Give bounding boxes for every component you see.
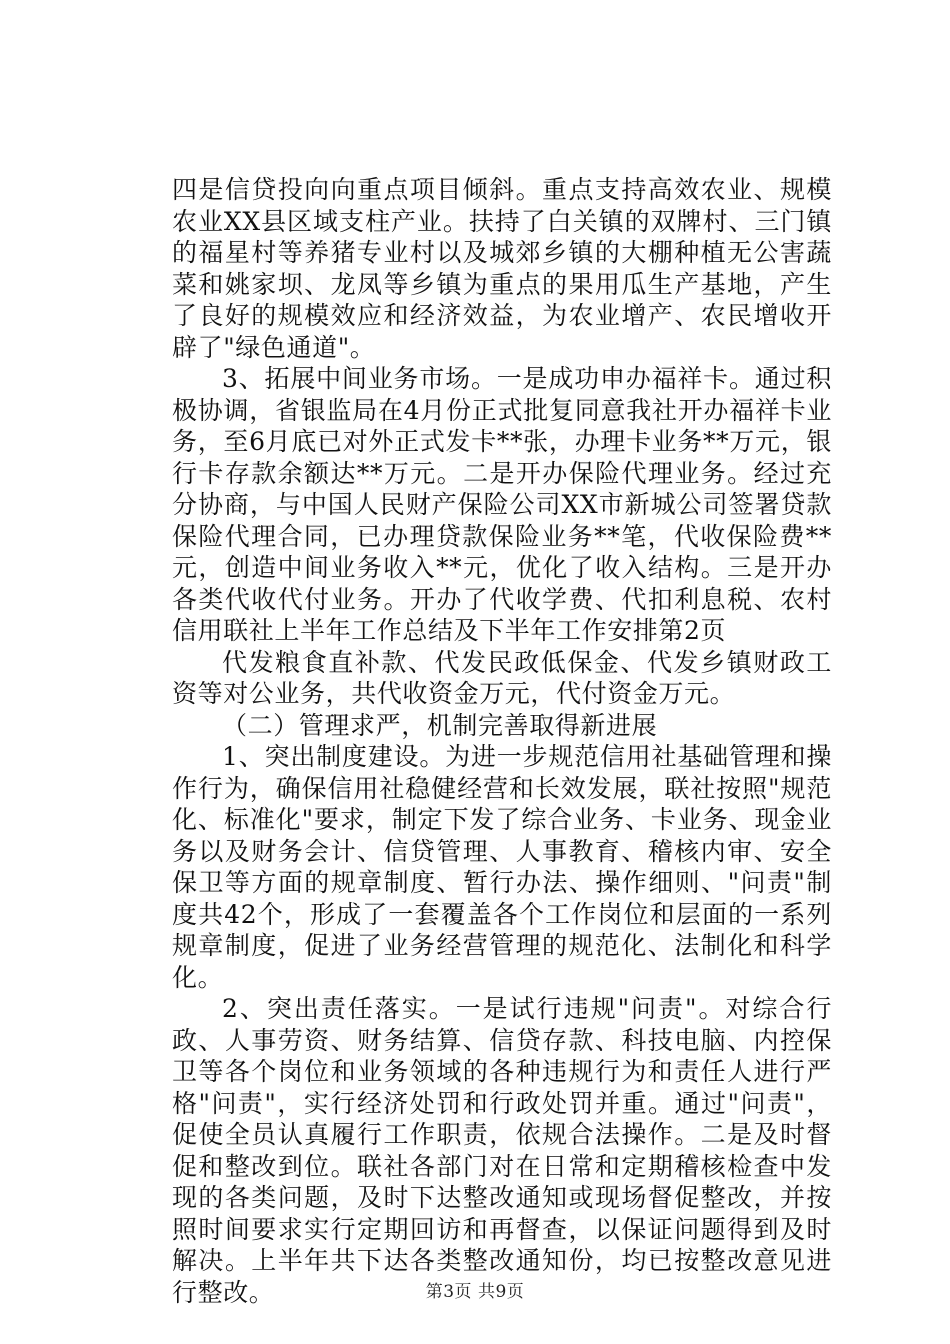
document-body — [172, 174, 832, 1308]
page-footer: 第3页 共9页 — [425, 1282, 525, 1302]
paragraph-system-building: 1、突出制度建设。为进一步规范信用社基础管理和操作行为，确保信用社稳健经营和长效发展，联社按照"规范化、标准化"要求，制定下发了综合业务、卡业务、现金业务以及财务会计、信贷管理、人事教育、稽核内审、安全保卫等方面的规章制度、暂行办法、操作细则、"问责"制度共42个，形成了一套覆盖各个工作岗位和层面的一系列规章制度，促进了业务经营管理的规范化、法制化和科学化。 — [172, 742, 832, 992]
paragraph-credit-focus: 四是信贷投向向重点项目倾斜。重点支持高效农业、规模农业XX县区域支柱产业。扶持了白关镇的双牌村、三门镇的福星村等养猪专业村以及城郊乡镇的大棚种植无公害蔬菜和姚家坝、龙凤等乡镇为重点的果用瓜生产基地，产生了良好的规模效应和经济效益，为农业增产、农民增收开辟了"绿色通道"。 — [172, 175, 832, 362]
paragraph-intermediary-business: 3、拓展中间业务市场。一是成功申办福祥卡。通过积极协调，省银监局在4月份正式批复同意我社开办福祥卡业务，至6月底已对外正式发卡**张，办理卡业务**万元，银行卡存款余额达**万元。二是开办保险代理业务。经过充分协商，与中国人民财产保险公司XX市新城公司签署贷款保险代理合同，已办理贷款保险业务**笔，代收保险费**元，创造中间业务收入**元，优化了收入结构。三是开办各类代收代付业务。开办了代收学费、代扣利息税、农村信用联社上半年工作总结及下半年工作安排第2页 — [172, 364, 832, 645]
section-heading-management: （二）管理求严，机制完善取得新进展 — [222, 710, 658, 740]
paragraph-public-services: 代发粮食直补款、代发民政低保金、代发乡镇财政工资等对公业务，共代收资金万元，代付资金万元。 — [172, 647, 832, 708]
paragraph-responsibility: 2、突出责任落实。一是试行违规"问责"。对综合行政、人事劳资、财务结算、信贷存款、科技电脑、内控保卫等各个岗位和业务领域的各种违规行为和责任人进行严格"问责"，实行经济处罚和行政处罚并重。通过"问责"，促使全员认真履行工作职责，依规合法操作。二是及时督促和整改到位。联社各部门对在日常和定期稽核检查中发现的各类问题，及时下达整改通知或现场督促整改，并按照时间要求实行定期回访和再督查，以保证问题得到及时解决。上半年共下达各类整改通知份，均已按整改意见进行整改。 — [172, 994, 832, 1307]
